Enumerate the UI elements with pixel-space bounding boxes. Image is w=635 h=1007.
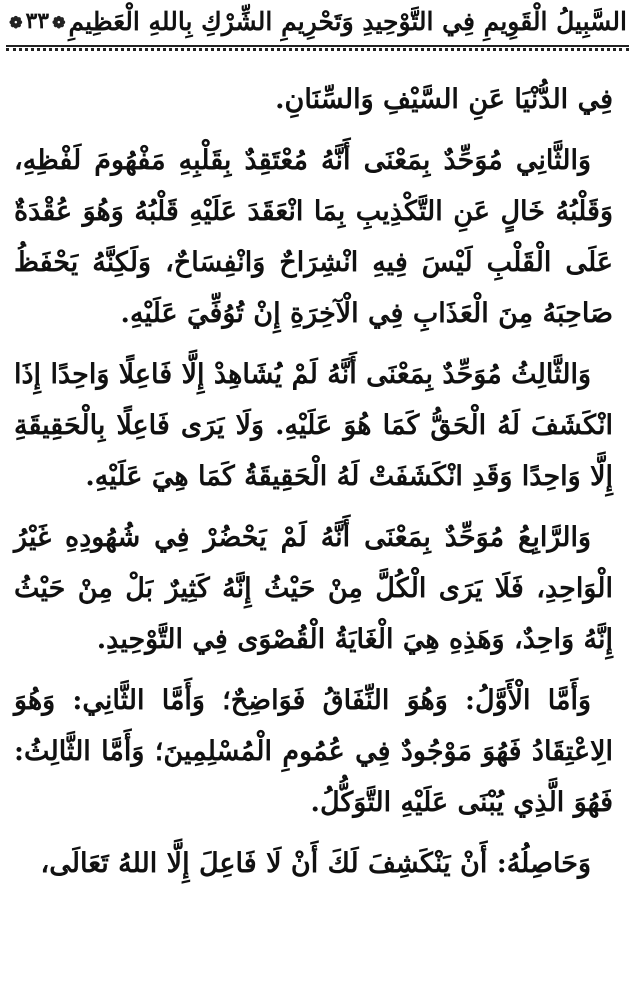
ornament-left-icon: ❁	[9, 13, 23, 32]
paragraph-2: وَالثَّانِي مُوَحِّدٌ بِمَعْنَى أَنَّهُ مُعْتَقِدٌ بِقَلْبِهِ مَفْهُومَ لَفْظِهِ، وَقَلْبُهُ خَالٍ عَنِ التَّكْذِيبِ بِمَا انْعَقَدَ عَلَيْهِ قَلْبُهُ وَهُوَ عُقْدَةٌ عَلَى الْقَلْبِ لَيْسَ فِيهِ انْشِرَاحٌ وَانْفِسَاحٌ، وَلَكِنَّهُ يَحْفَظُ صَاحِبَهُ مِنَ الْعَذَابِ فِي الْآخِرَةِ إِنْ تُوُفِّيَ عَلَيْهِ.	[14, 145, 613, 329]
ornament-right-icon: ❁	[52, 13, 66, 32]
main-text	[14, 74, 613, 899]
paragraph-3: وَالثَّالِثُ مُوَحِّدٌ بِمَعْنَى أَنَّهُ لَمْ يُشَاهِدْ إِلَّا فَاعِلًا وَاحِدًا إِذَا انْكَشَفَ لَهُ الْحَقُّ كَمَا هُوَ عَلَيْهِ. وَلَا يَرَى فَاعِلًا بِالْحَقِيقَةِ إِلَّا وَاحِدًا وَقَدِ انْكَشَفَتْ لَهُ الْحَقِيقَةُ كَمَا هِيَ عَلَيْهِ.	[14, 359, 613, 492]
page-number-box	[6, 8, 68, 34]
book-title: السَّبِيلُ الْقَوِيمِ فِي التَّوْحِيدِ وَتَحْرِيمِ الشِّرْكِ بِاللهِ الْعَظِيمِ	[68, 6, 627, 36]
running-header	[8, 2, 627, 40]
paragraph-6: وَحَاصِلُهُ: أَنْ يَنْكَشِفَ لَكَ أَنْ لَا فَاعِلَ إِلَّا اللهُ تَعَالَى،	[40, 848, 591, 879]
header-rule	[6, 45, 629, 47]
paragraph-1: فِي الدُّنْيَا عَنِ السَّيْفِ وَالسِّنَانِ.	[275, 84, 613, 115]
paragraph-5: وَأَمَّا الْأَوَّلُ: وَهُوَ النِّفَاقُ فَوَاضِحٌ؛ وَأَمَّا الثَّانِي: وَهُوَ الِاعْتِقَادُ فَهُوَ مَوْجُودٌ فِي عُمُومِ الْمُسْلِمِينَ؛ وَأَمَّا الثَّالِثُ: فَهُوَ الَّذِي يُبْنَى عَلَيْهِ التَّوَكُّلُ.	[14, 685, 613, 818]
header-dotted-rule	[6, 48, 629, 51]
paragraph-4: وَالرَّابِعُ مُوَحِّدٌ بِمَعْنَى أَنَّهُ لَمْ يَحْضُرْ فِي شُهُودِهِ غَيْرُ الْوَاحِدِ، فَلَا يَرَى الْكُلَّ مِنْ حَيْثُ إِنَّهُ كَثِيرٌ بَلْ مِنْ حَيْثُ إِنَّهُ وَاحِدٌ، وَهَذِهِ هِيَ الْغَايَةُ الْقُصْوَى فِي التَّوْحِيدِ.	[14, 522, 613, 655]
page-number: ٣٣	[25, 8, 50, 34]
